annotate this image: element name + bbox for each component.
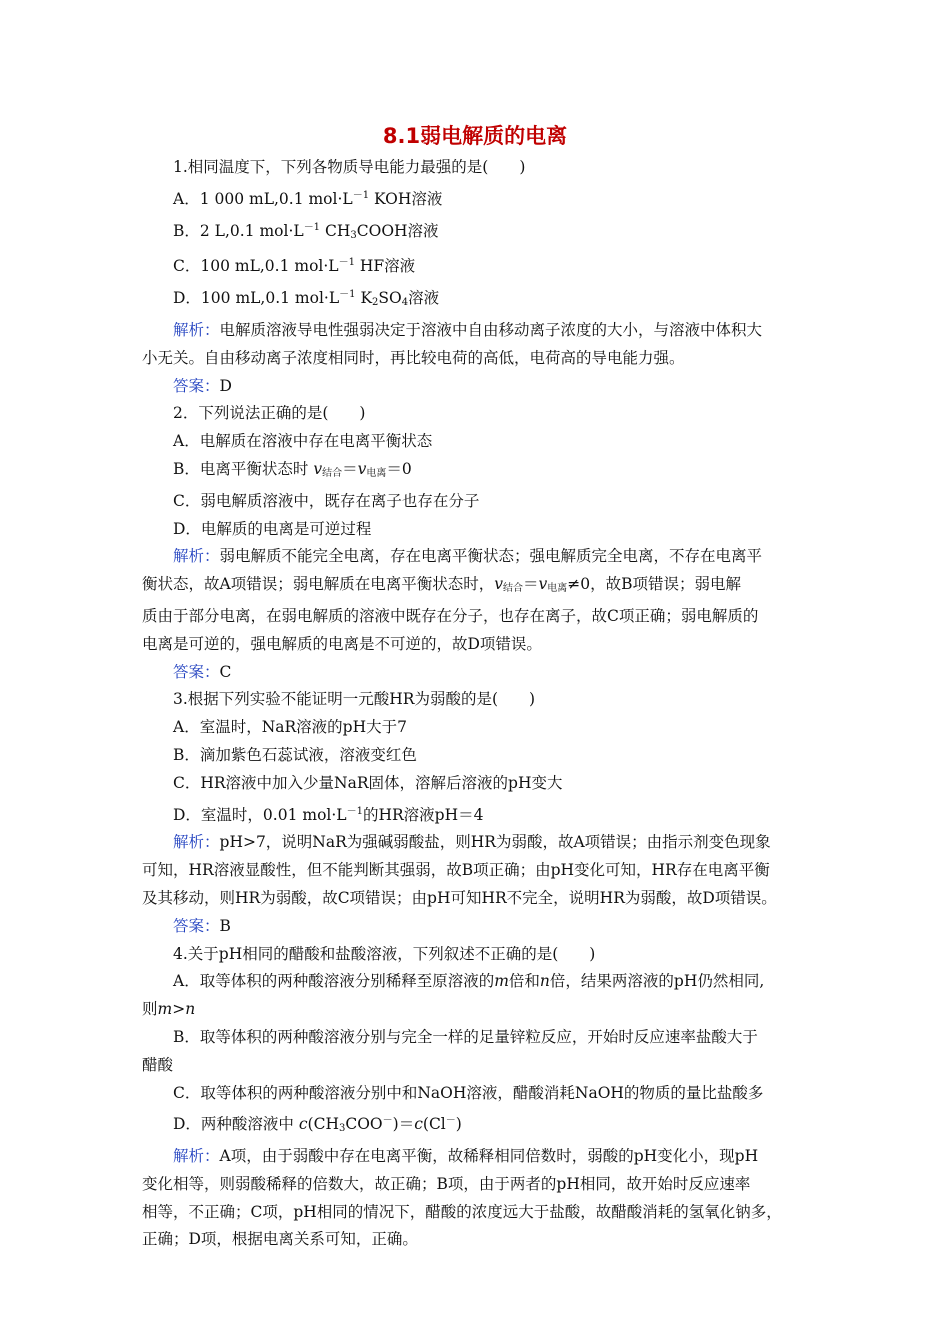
question-2-answer: 答案：C [173,662,232,681]
question-3-option-d: D．室温时，0.01 $mol\cdot L^{-1}$的HR溶液pH＝4 [173,805,484,824]
question-1-option-a: A．1 000 mL,0.1 $mol\cdot L^{-1}$ KOH溶液 [173,189,443,208]
question-2-option-d: D．电解质的电离是可逆过程 [173,519,372,538]
question-1-analysis-cont: 小无关。自由移动离子浓度相同时，再比较电荷的高低，电荷高的导电能力强。 [142,348,685,367]
question-1-stem: 1.相同温度下，下列各物质导电能力最强的是( ) [173,158,526,176]
question-2-stem: 2．下列说法正确的是( ) [173,404,366,423]
question-3-stem: 3.根据下列实验不能证明一元酸HR为弱酸的是( ) [173,690,536,709]
question-1-analysis: 解析：电解质溶液导电性强弱决定于溶液中自由移动离子浓度的大小，与溶液中体积大 [173,320,763,339]
question-4-analysis: 解析：A项，由于弱酸中存在电离平衡，故稀释相同倍数时，弱酸的pH变化小，现pH [173,1147,759,1166]
answer-label: 答案： [173,916,220,935]
question-2-analysis-cont: 衡状态，故A项错误；弱电解质在电离平衡状态时，$v_{结合}=v_{电离}\ne 0$，故B项错误；弱电解 [142,575,741,595]
page-title: 8.1弱电解质的电离 [382,124,568,148]
question-3-analysis-cont: 可知，HR溶液显酸性，但不能判断其强弱，故B项正确；由pH变化可知，HR存在电离平衡 [142,861,770,880]
question-4-analysis-cont: 变化相等，则弱酸稀释的倍数大，故正确；B项，由于两者的pH相同，故开始时反应速率 [142,1174,751,1193]
question-4-analysis-cont: 相等，不正确；C项，pH相同的情况下，醋酸的浓度远大于盐酸，故醋酸消耗的氢氧化钠多， [142,1202,782,1221]
question-4-option-a: A．取等体积的两种酸溶液分别稀释至原溶液的m倍和n倍，结果两溶液的pH仍然相同, [173,972,765,991]
question-3-option-b: B．滴加紫色石蕊试液，溶液变红色 [173,745,417,764]
question-1-answer: 答案：D [173,376,232,395]
question-2-analysis: 解析：弱电解质不能完全电离，存在电离平衡状态；强电解质完全电离，不存在电离平 [173,547,763,566]
question-1-option-d: D．100 mL,0.1 $mol\cdot L^{-1}$ $K_2SO_4$溶液 [173,289,440,309]
question-3-option-c: C．HR溶液中加入少量NaR固体，溶解后溶液的pH变大 [173,773,563,792]
question-2-option-c: C．弱电解质溶液中，既存在离子也存在分子 [173,491,480,510]
question-3-analysis: 解析：pH>7，说明NaR为强碱弱酸盐，则HR为弱酸，故A项错误；由指示剂变色现象 [173,833,771,852]
analysis-label: 解析： [173,320,220,339]
question-4-stem: 4.关于pH相同的醋酸和盐酸溶液，下列叙述不正确的是( ) [173,944,596,963]
question-3-option-a: A．室温时，NaR溶液的pH大于7 [173,718,407,737]
question-3-answer: 答案：B [173,916,231,935]
question-4-option-b-cont: 醋酸 [142,1055,174,1074]
question-4-option-d: D．两种酸溶液中 $c(CH_3COO^-)=c(Cl^-)$ [173,1115,462,1135]
question-4-option-b: B．取等体积的两种酸溶液分别与完全一样的足量锌粒反应，开始时反应速率盐酸大于 [173,1027,758,1046]
answer-label: 答案： [173,376,220,395]
document-content [142,154,814,1254]
analysis-label: 解析： [173,1147,220,1166]
question-2-option-a: A．电解质在溶液中存在电离平衡状态 [173,432,433,451]
question-2-analysis-cont: 质由于部分电离，在弱电解质的溶液中既存在分子，也存在离子，故C项正确；弱电解质的 [142,606,759,625]
answer-label: 答案： [173,662,220,681]
question-1-option-b: B．2 L,0.1 $mol\cdot L^{-1}$ $CH_3COOH$溶液 [173,221,439,241]
question-4-option-a-cont: 则m>n [142,1000,196,1019]
question-2-option-b: B．电离平衡状态时 $v_{结合}=v_{电离}=0$ [173,459,412,479]
question-1-option-c: C．100 mL,0.1 $mol\cdot L^{-1}$ HF溶液 [173,257,416,276]
question-4-analysis-cont: 正确；D项，根据电离关系可知，正确。 [142,1230,418,1249]
analysis-label: 解析： [173,547,220,566]
question-4-option-c: C．取等体积的两种酸溶液分别中和NaOH溶液，醋酸消耗NaOH的物质的量比盐酸多 [173,1083,764,1102]
question-2-analysis-cont: 电离是可逆的，强电解质的电离是不可逆的，故D项错误。 [142,634,542,653]
analysis-label: 解析： [173,833,220,852]
question-3-analysis-cont: 及其移动，则HR为弱酸，故C项错误；由pH可知HR不完全，说明HR为弱酸，故D项错误。 [142,888,777,907]
